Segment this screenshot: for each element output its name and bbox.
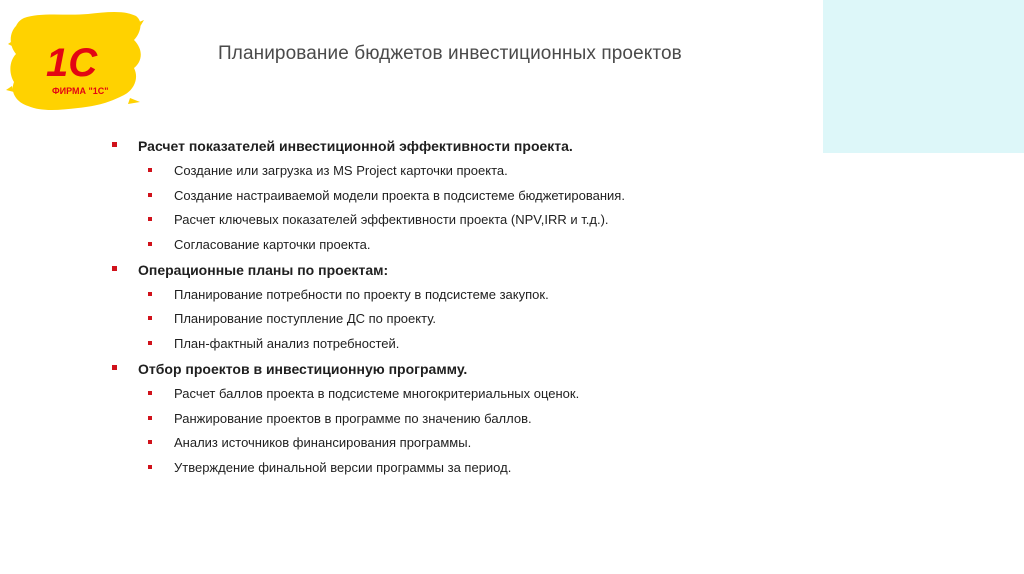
list-item (112, 161, 802, 181)
list-item-text: Создание настраиваемой модели проекта в подсистеме бюджетирования. (174, 187, 625, 203)
list-item-text: Анализ источников финансирования программы. (174, 435, 472, 451)
section-heading (112, 359, 802, 379)
list-item-text: Планирование потребности по проекту в подсистеме закупок. (174, 286, 549, 302)
bullet-square-icon (148, 292, 152, 296)
logo-caption: ФИРМА "1С" (52, 86, 109, 96)
section-heading (112, 136, 802, 156)
section-heading-text: Расчет показателей инвестиционной эффективности проекта. (138, 138, 573, 154)
bullet-square-icon (148, 316, 152, 320)
list-item (112, 409, 802, 429)
bullet-square-icon (112, 142, 117, 147)
section-heading (112, 260, 802, 280)
section-heading-text: Отбор проектов в инвестиционную программу. (138, 360, 468, 377)
bullet-square-icon (112, 365, 117, 370)
bullet-square-icon (148, 341, 152, 345)
section-operational-plans (112, 260, 802, 354)
list-item (112, 186, 802, 206)
list-item (112, 309, 802, 329)
page-title: Планирование бюджетов инвестиционных проектов (218, 43, 682, 64)
1c-logo (6, 10, 146, 114)
section-heading-text: Операционные планы по проектам: (138, 261, 389, 278)
bullet-list (112, 136, 802, 483)
bullet-square-icon (148, 193, 152, 197)
list-item (112, 235, 802, 255)
list-item (112, 334, 802, 354)
bullet-square-icon (148, 465, 152, 469)
bullet-square-icon (148, 168, 152, 172)
section-efficiency (112, 136, 802, 255)
logo-mark: 1С (46, 41, 98, 85)
bullet-square-icon (148, 416, 152, 420)
list-item-text: Создание или загрузка из MS Project карточки проекта. (174, 163, 508, 178)
list-item-text: Ранжирование проектов в программе по значению баллов. (174, 410, 532, 426)
bullet-square-icon (148, 391, 152, 395)
list-item (112, 458, 802, 478)
list-item-text: План-фактный анализ потребностей. (174, 335, 400, 351)
list-item-text: Согласование карточки проекта. (174, 236, 371, 252)
list-item (112, 433, 802, 453)
sub-list (112, 285, 802, 354)
corner-decoration-panel (823, 0, 1024, 153)
list-item (112, 210, 802, 230)
sub-list (112, 384, 802, 478)
sub-list (112, 161, 802, 255)
bullet-square-icon (148, 242, 152, 246)
list-item-text: Утверждение финальной версии программы за период. (174, 459, 512, 475)
list-item-text: Расчет баллов проекта в подсистеме многокритериальных оценок. (174, 385, 580, 401)
list-item-text: Расчет ключевых показателей эффективности проекта (NPV,IRR и т.д.). (174, 212, 609, 228)
section-project-selection (112, 359, 802, 478)
bullet-square-icon (112, 266, 117, 271)
list-item (112, 285, 802, 305)
list-item (112, 384, 802, 404)
list-item-text: Планирование поступление ДС по проекту. (174, 311, 436, 327)
bullet-square-icon (148, 217, 152, 221)
bullet-square-icon (148, 440, 152, 444)
